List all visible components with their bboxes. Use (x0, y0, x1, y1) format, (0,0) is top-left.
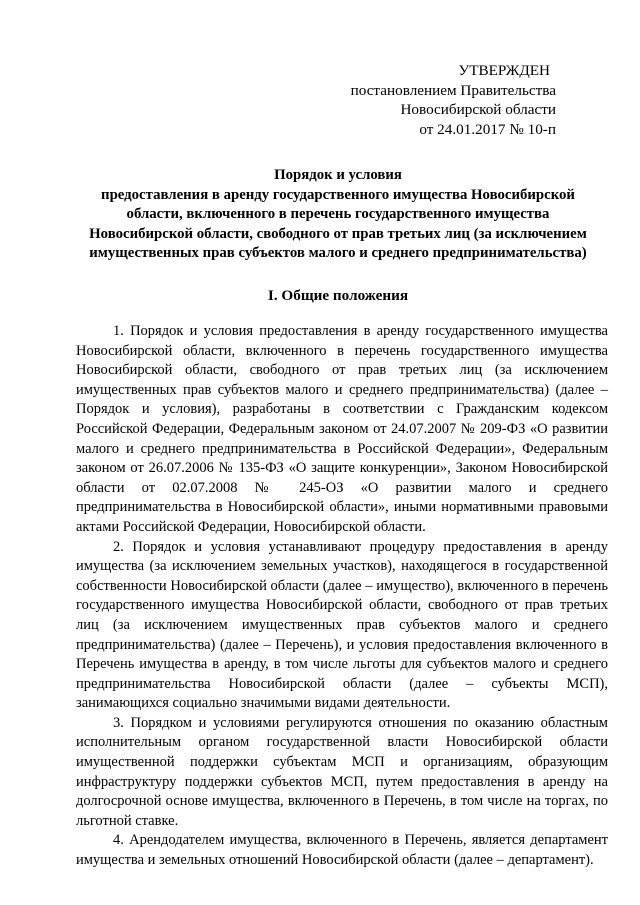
paragraph: 1. Порядок и условия предоставления в аренду государственного имущества Новосибирской области, включенного в перечень государственного имущества Новосибирской области, свободного от прав третьих лиц (за исключением имущественных прав субъектов малого и среднего предпринимательства) (далее – Порядок и условия), разработаны в соответствии с Гражданским кодексом Российской Федерации, Федеральным законом от 24.07.2007 № 209-ФЗ «О развитии малого и среднего предпринимательства в Российской Федерации», Федеральным законом от 26.07.2006 № 135-ФЗ «О защите конкуренции», Законом Новосибирской области от 02.07.2008 № 245-ОЗ «О развитии малого и среднего предпринимательства в Новосибирской области», иными нормативными правовыми актами Российской Федерации, Новосибирской области. (76, 323, 608, 535)
approval-line: Новосибирской области (400, 101, 556, 118)
approval-heading: УТВЕРЖДЕН (458, 62, 550, 79)
section-heading: I. Общие положения (267, 287, 409, 304)
title-line: предоставления в аренду государственного имущества Новосибирской (101, 186, 575, 203)
paragraph: 4. Арендодателем имущества, включенного в Перечень, является департамент имущества и земельных отношений Новосибирской области (далее – департамент). (76, 832, 608, 869)
approval-line: постановлением Правительства (350, 81, 556, 99)
title-line: имущественных прав субъектов малого и среднего предпринимательства) (89, 245, 587, 262)
document-body (76, 322, 608, 871)
approval-date-line: от 24.01.2017 № 10-п (419, 120, 556, 138)
document-title (74, 166, 602, 264)
approval-stamp (316, 61, 556, 139)
paragraph: 3. Порядком и условиями регулируются отношения по оказанию областным исполнительным органом государственной власти Новосибирской области имущественной поддержки субъектам МСП и организациям, образующим инфраструктуру поддержки субъектов МСП, путем предоставления в аренду на долгосрочной основе имущества, включенного в Перечень, в том числе на торгах, по льготной ставке. (76, 714, 608, 829)
title-line: Порядок и условия (274, 167, 402, 183)
title-line: Новосибирской области, свободного от прав третьих лиц (за исключением (89, 225, 587, 242)
title-line: области, включенного в перечень государственного имущества (126, 206, 550, 223)
paragraph: 2. Порядок и условия устанавливают процедуру предоставления в аренду имущества (за исключением земельных участков), находящегося в государственной собственности Новосибирской области (далее – имущество), включенного в перечень государственного имущества Новосибирской области, свободного от прав третьих лиц (за исключением имущественных прав субъектов малого и среднего предпринимательства) (далее – Перечень), и условия предоставления включенного в Перечень имущества в аренду, в том числе льготы для субъектов малого и среднего предпринимательства Новосибирской области (далее – субъекты МСП), занимающихся социально значимыми видами деятельности. (76, 538, 608, 712)
